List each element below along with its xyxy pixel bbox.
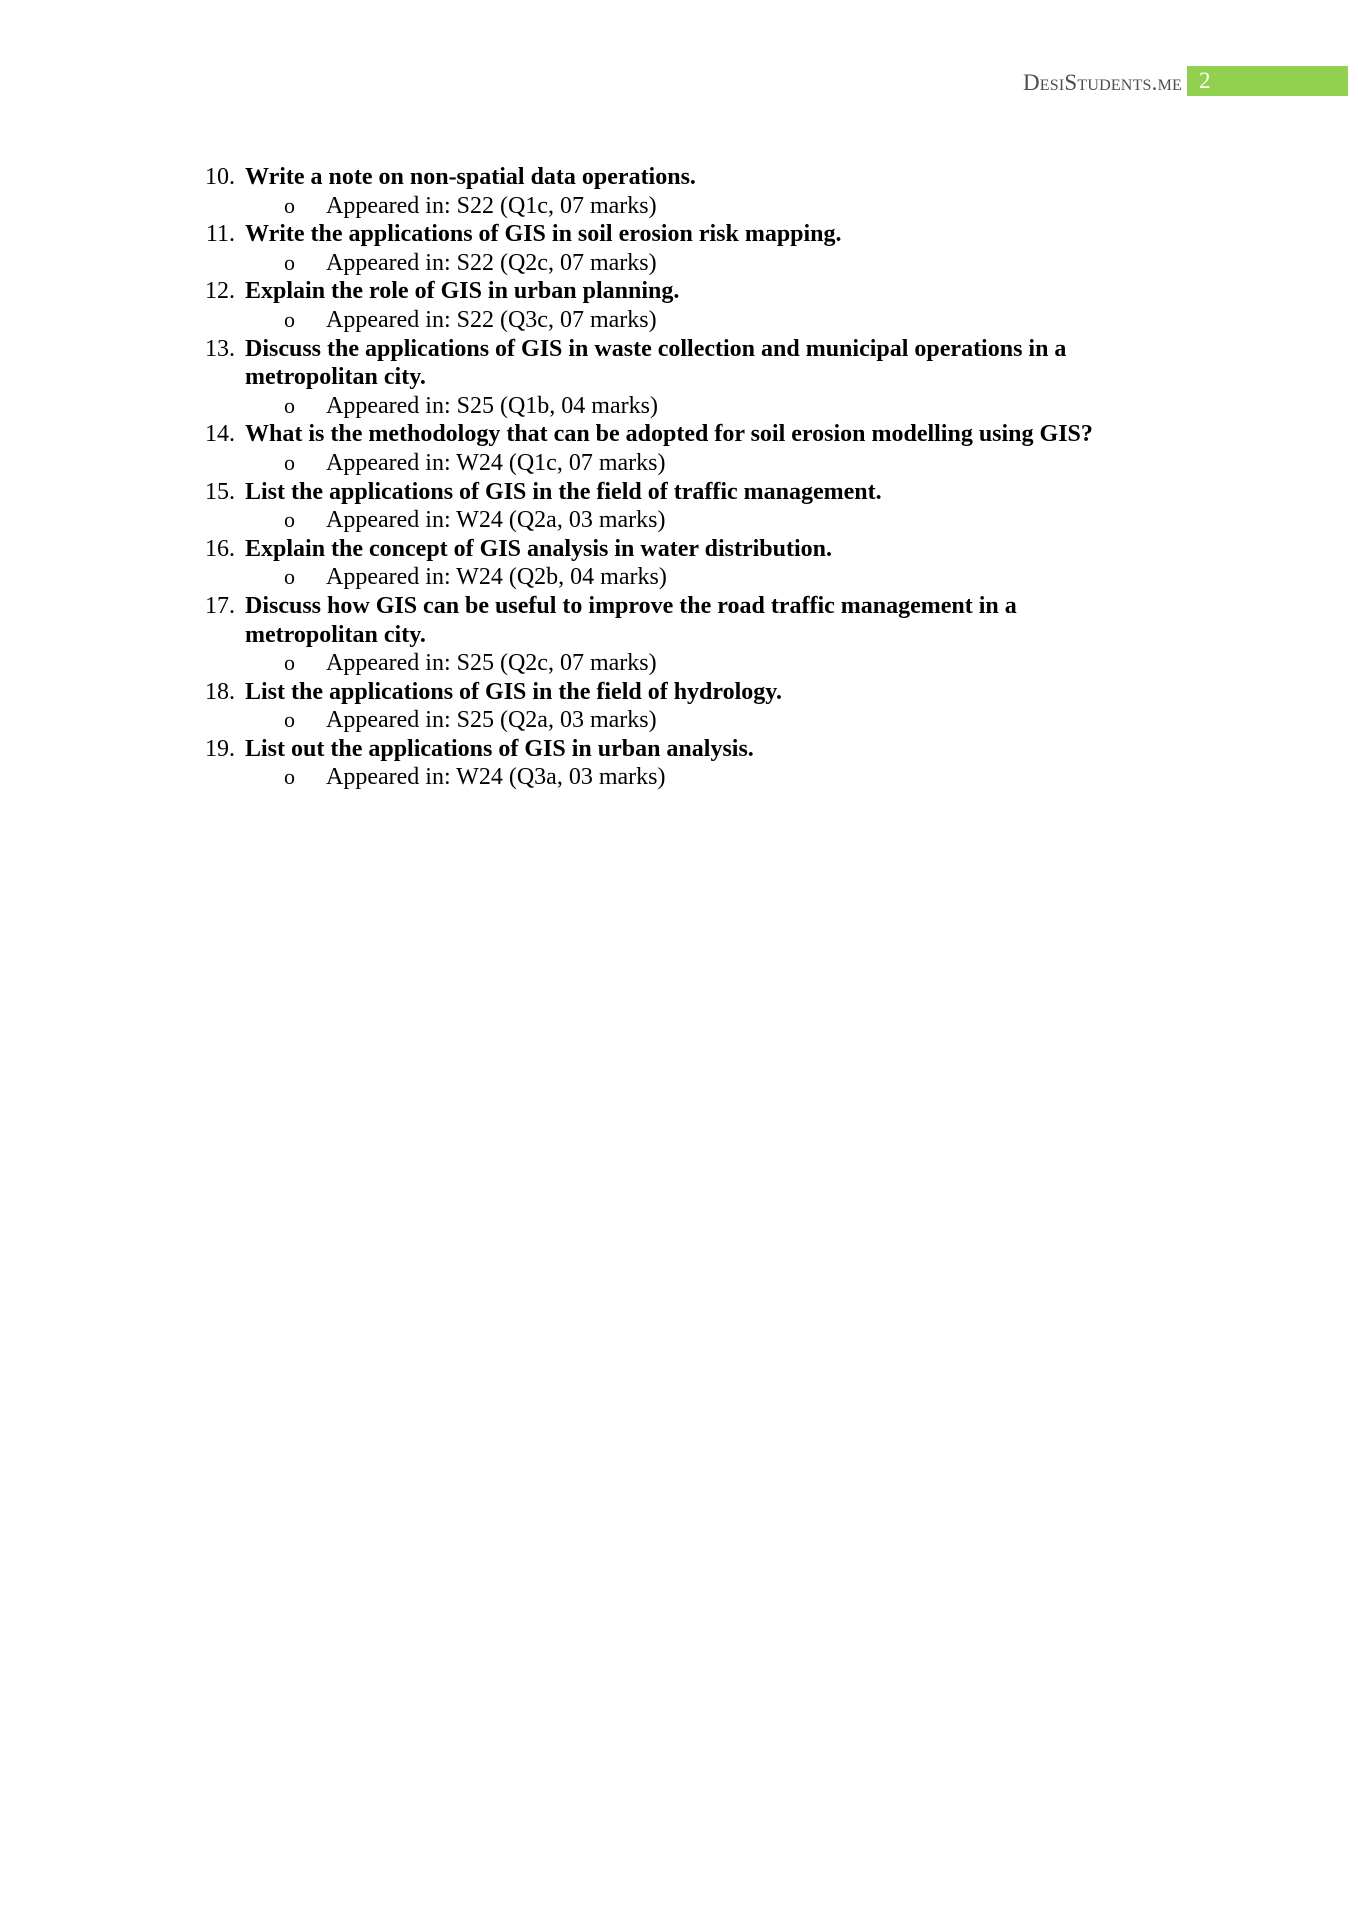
appeared-line (0, 192, 1358, 221)
appeared-text: Appeared in: S22 (Q2c, 07 marks) (326, 249, 657, 276)
appeared-line (0, 763, 1358, 792)
appeared-text: Appeared in: S25 (Q1b, 04 marks) (326, 392, 658, 419)
bullet-icon: o (284, 564, 295, 590)
appeared-text: Appeared in: W24 (Q2b, 04 marks) (326, 564, 667, 591)
appeared-line (0, 506, 1358, 535)
question-number: 14. (205, 421, 235, 448)
appeared-text: Appeared in: S22 (Q3c, 07 marks) (326, 306, 657, 333)
appeared-line (0, 249, 1358, 278)
appeared-text: Appeared in: W24 (Q2a, 03 marks) (326, 507, 666, 534)
question-item (0, 335, 1358, 421)
bullet-icon: o (284, 764, 295, 790)
question-text: List the applications of GIS in the field of hydrology. (245, 678, 782, 705)
bullet-icon: o (284, 192, 295, 218)
question-text: List the applications of GIS in the field of traffic management. (245, 478, 882, 505)
appeared-text: Appeared in: S25 (Q2c, 07 marks) (326, 650, 657, 677)
appeared-line (0, 392, 1358, 421)
bullet-icon: o (284, 449, 295, 475)
question-number: 16. (205, 535, 235, 562)
appeared-line (0, 706, 1358, 735)
question-number: 12. (205, 278, 235, 305)
question-text: Explain the role of GIS in urban planning. (245, 278, 680, 305)
question-text: Discuss the applications of GIS in waste collection and municipal operations in a metropolitan city. (245, 335, 1067, 391)
bullet-icon: o (284, 650, 295, 676)
question-item (0, 678, 1358, 735)
page-number: 2 (1199, 68, 1211, 93)
question-number: 18. (205, 678, 235, 705)
question-text: Discuss how GIS can be useful to improve the road traffic management in a metropolitan city. (245, 592, 1017, 648)
question-number: 15. (205, 478, 235, 505)
question-text: Write the applications of GIS in soil erosion risk mapping. (245, 221, 842, 248)
question-item (0, 735, 1358, 792)
appeared-line (0, 306, 1358, 335)
question-number: 17. (205, 592, 235, 619)
page-header (0, 66, 1358, 98)
question-number: 10. (205, 164, 235, 190)
bullet-icon: o (284, 249, 295, 275)
question-item (0, 420, 1358, 477)
question-text: Explain the concept of GIS analysis in water distribution. (245, 535, 832, 562)
question-list (0, 163, 1358, 792)
appeared-text: Appeared in: S22 (Q1c, 07 marks) (326, 192, 657, 219)
question-item (0, 277, 1358, 334)
question-item (0, 163, 1358, 220)
question-text: What is the methodology that can be adopted for soil erosion modelling using GIS? (245, 421, 1093, 448)
site-name: DesiStudents.me (1022, 70, 1182, 95)
appeared-line (0, 563, 1358, 592)
question-text: List out the applications of GIS in urban analysis. (245, 735, 754, 762)
appeared-line (0, 649, 1358, 678)
bullet-icon: o (284, 707, 295, 733)
question-number: 19. (205, 735, 235, 762)
appeared-text: Appeared in: W24 (Q3a, 03 marks) (326, 764, 666, 791)
appeared-text: Appeared in: S25 (Q2a, 03 marks) (326, 707, 657, 734)
question-item (0, 592, 1358, 678)
page-number-badge (1187, 66, 1348, 96)
bullet-icon: o (284, 507, 295, 533)
appeared-text: Appeared in: W24 (Q1c, 07 marks) (326, 449, 666, 476)
question-text: Write a note on non-spatial data operations. (245, 164, 696, 190)
question-number: 11. (205, 221, 235, 248)
question-number: 13. (205, 335, 235, 362)
bullet-icon: o (284, 306, 295, 332)
bullet-icon: o (284, 392, 295, 418)
question-item (0, 535, 1358, 592)
appeared-line (0, 449, 1358, 478)
question-item (0, 220, 1358, 277)
question-item (0, 478, 1358, 535)
